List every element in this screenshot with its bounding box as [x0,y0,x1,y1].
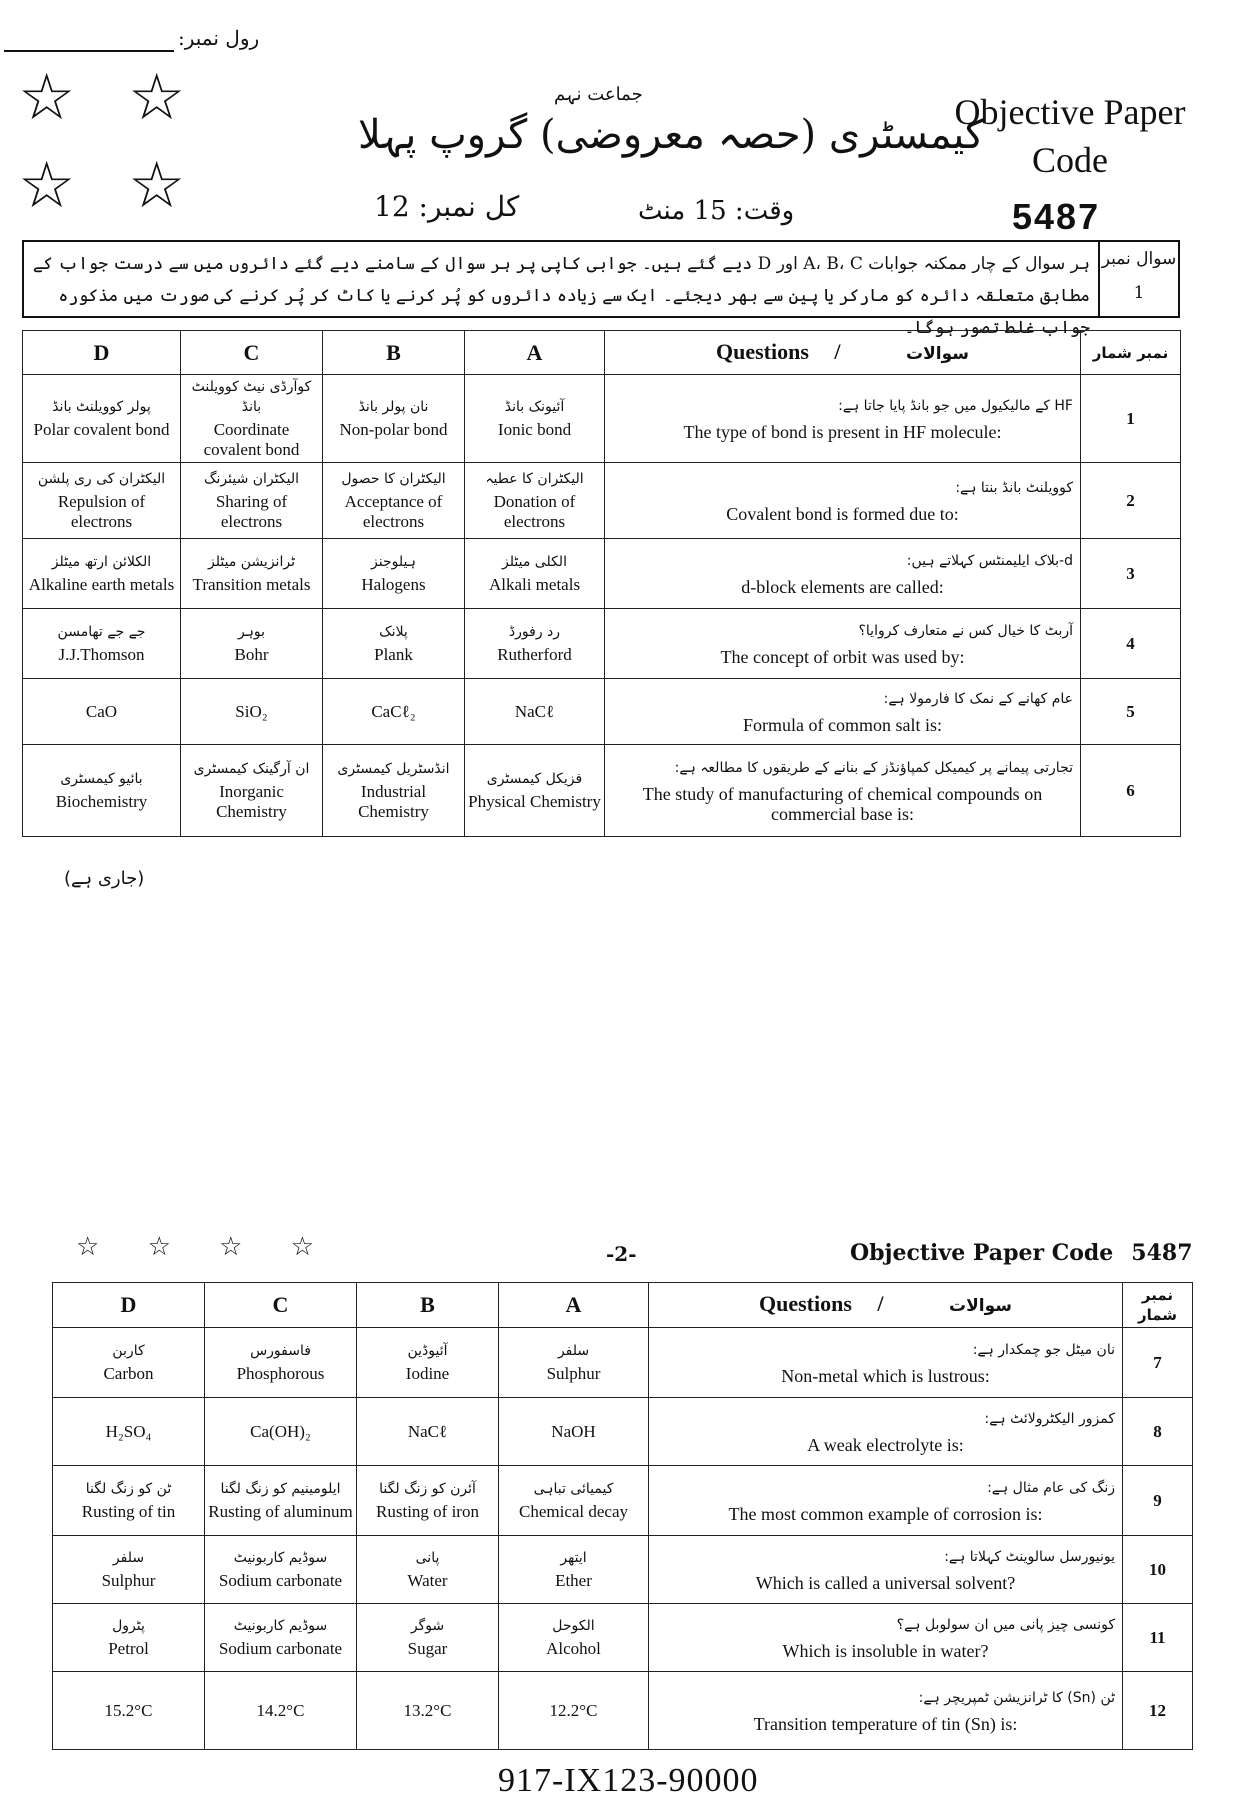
question-urdu: زنگ کی عام مثال ہے: [987,1479,1115,1496]
question-cell [605,375,1081,463]
option-d-cell [53,1466,205,1536]
question-row [53,1604,1193,1672]
option-a-cell [499,1328,649,1398]
option-d-urdu: پٹرول [112,1618,145,1634]
option-b-cell [323,609,465,679]
question-row [53,1328,1193,1398]
option-c-urdu: ایلومینیم کو زنگ لگنا [220,1481,341,1497]
option-b-urdu: الیکٹران کا حصول [341,471,446,487]
option-b-cell [357,1328,499,1398]
question-urdu: عام کھانے کے نمک کا فارمولا ہے: [883,690,1073,707]
option-d-cell [53,1672,205,1750]
header-option-b: B [357,1283,499,1328]
option-b-cell [357,1536,499,1604]
option-b-english: 13.2°C [403,1700,452,1720]
page2-code-value: 5487 [1131,1240,1193,1266]
question-number: 10 [1123,1536,1193,1604]
option-c-english: Sharing of electrons [215,492,288,531]
option-b-cell [323,375,465,463]
option-a-cell [499,1536,649,1604]
header-option-c: C [181,331,323,375]
question-urdu: HF کے مالیکیول میں جو بانڈ پایا جاتا ہے: [838,397,1073,414]
option-c-urdu: سوڈیم کاربونیٹ [233,1618,328,1634]
option-b-english: Industrial Chemistry [358,782,429,821]
question-row [53,1536,1193,1604]
option-d-english: Biochemistry [55,792,148,811]
question-cell [649,1466,1123,1536]
option-b-english: Sugar [407,1639,448,1658]
header-number: نمبر شمار [1081,331,1181,375]
question-number: 6 [1081,745,1181,837]
question-english: A weak electrolyte is: [807,1434,964,1455]
question-urdu: d-بلاک ایلیمنٹس کہلاتے ہیں: [906,552,1073,569]
header-questions [649,1283,1123,1328]
question-number: 5 [1081,679,1181,745]
option-d-cell [23,679,181,745]
option-d-cell [23,539,181,609]
option-b-cell [357,1398,499,1466]
header-option-d: D [53,1283,205,1328]
option-b-cell [323,745,465,837]
option-b-english: Water [407,1571,448,1590]
option-a-urdu: فزیکل کیمسٹری [486,771,583,787]
question-row [53,1672,1193,1750]
option-c-english: Transition metals [192,575,311,594]
question-cell [649,1536,1123,1604]
option-b-english: Plank [374,645,413,664]
option-b-english: Acceptance of electrons [344,492,443,531]
option-d-english: CaO [85,701,118,721]
option-c-english: Ca(OH)₂ [250,1421,311,1441]
question-row [53,1466,1193,1536]
questions-table-page1 [22,330,1181,837]
option-a-cell [465,539,605,609]
continued-label: (جاری ہے) [64,868,145,889]
question-cell [649,1604,1123,1672]
option-d-cell [23,745,181,837]
option-d-urdu: ٹن کو زنگ لگنا [85,1481,172,1497]
roll-number-label: رول نمبر: [178,26,260,50]
question-english: The most common example of corrosion is: [728,1503,1043,1524]
option-b-english: Iodine [405,1364,450,1383]
question-number: 1 [1081,375,1181,463]
option-b-english: Rusting of iron [376,1502,479,1521]
question-cell [605,679,1081,745]
option-a-urdu: آئیونک بانڈ [504,399,565,415]
question-row [23,539,1181,609]
option-d-urdu: جے جے تھامسن [57,624,146,640]
questions-table-page2 [52,1282,1193,1750]
option-c-english: Bohr [234,645,269,664]
option-d-english: 15.2°C [104,1700,153,1720]
option-a-urdu: الکلی میٹلز [502,554,567,570]
question-row [53,1398,1193,1466]
page-number: -2- [606,1242,637,1266]
question-english: The type of bond is present in HF molecule: [683,421,1002,442]
question-number: 3 [1081,539,1181,609]
option-c-urdu: کوآرڈی نیٹ کوویلنٹ بانڈ [191,379,312,415]
header-number: نمبر شمار [1123,1283,1193,1328]
footer-code: 917-IX123-90000 [498,1762,759,1799]
question-cell [649,1672,1123,1750]
option-d-cell [23,375,181,463]
option-d-urdu: الیکٹران کی ری پلشن [37,471,166,487]
question-english: Non-metal which is lustrous: [781,1365,990,1386]
option-d-cell [23,463,181,539]
class-label: جماعت نہم [554,84,643,105]
total-marks: کل نمبر: 12 [374,190,520,223]
header-questions-ur: سوالات [906,343,969,364]
option-c-cell [181,745,323,837]
option-a-english: NaCℓ [514,701,555,721]
option-c-english: SiO₂ [235,701,268,721]
question-urdu: آربٹ کا خیال کس نے متعارف کروایا؟ [858,622,1073,639]
question-cell [649,1398,1123,1466]
question-english: Formula of common salt is: [743,714,942,735]
roll-number-line [4,50,174,52]
question-english: Transition temperature of tin (Sn) is: [753,1713,1018,1734]
option-c-urdu: الیکٹران شیئرنگ [203,471,299,487]
header-questions-en: Questions [716,338,809,364]
option-b-english: NaCℓ [407,1421,448,1441]
option-b-urdu: آئرن کو زنگ لگنا [379,1481,476,1497]
option-b-english: Non-polar bond [339,420,448,439]
question-row [23,609,1181,679]
question-number: 8 [1123,1398,1193,1466]
option-c-urdu: سوڈیم کاربونیٹ [233,1550,328,1566]
option-a-english: Physical Chemistry [468,792,601,811]
question-number-label: سوال نمبر [1101,249,1177,269]
option-c-cell [205,1398,357,1466]
option-d-urdu: کاربن [112,1343,145,1359]
question-number: 2 [1081,463,1181,539]
paper-title-line1: Objective Paper [954,92,1186,132]
option-c-english: Sodium carbonate [218,1639,343,1658]
question-number: 7 [1123,1328,1193,1398]
instructions-question-number [1098,242,1178,316]
option-d-cell [53,1536,205,1604]
option-a-english: Alkali metals [488,575,581,594]
option-b-english: Halogens [361,575,426,594]
option-d-english: Petrol [108,1639,149,1658]
option-d-cell [53,1604,205,1672]
question-number-value: 1 [1133,283,1145,303]
option-c-cell [205,1328,357,1398]
header-option-c: C [205,1283,357,1328]
option-a-english: Rutherford [497,645,572,664]
header-option-b: B [323,331,465,375]
question-english: The study of manufacturing of chemical compounds on commercial base is: [642,783,1043,824]
option-a-cell [499,1604,649,1672]
header-option-a: A [465,331,605,375]
option-a-english: Sulphur [546,1364,601,1383]
option-a-urdu: سلفر [557,1343,590,1359]
option-d-english: Alkaline earth metals [28,575,175,594]
option-c-english: Sodium carbonate [218,1571,343,1590]
option-d-english: Rusting of tin [81,1502,176,1521]
option-a-cell [465,745,605,837]
question-cell [605,609,1081,679]
question-cell [649,1328,1123,1398]
time-allowed: وقت: 15 منٹ [638,196,795,226]
option-d-english: H₂SO₄ [105,1421,152,1441]
instructions-box [22,240,1180,338]
option-b-urdu: نان پولر بانڈ [358,399,429,415]
subject-title: کیمسٹری (حصہ معروضی) گروپ پہلا [358,112,985,158]
star-icon: ☆ [128,149,186,223]
option-c-urdu: بوہر [237,624,266,640]
option-a-english: Ether [555,1571,592,1590]
option-b-urdu: شوگر [410,1618,445,1634]
option-c-cell [205,1604,357,1672]
option-c-cell [181,375,323,463]
option-d-cell [53,1328,205,1398]
header-slash: / [877,1291,884,1316]
option-c-cell [205,1536,357,1604]
header-questions-en: Questions [759,1291,852,1316]
option-a-urdu: رد رفورڈ [508,624,561,640]
page2-paper-code [850,1240,1193,1266]
option-c-english: 14.2°C [256,1700,305,1720]
option-a-cell [465,609,605,679]
question-row [23,745,1181,837]
option-b-cell [323,463,465,539]
question-english: Which is called a universal solvent? [755,1572,1016,1593]
option-d-urdu: پولر کوویلنٹ بانڈ [52,399,151,415]
instructions-text: ہر سوال کے چار ممکنہ جوابات A، B، C اور D دیے گئے ہیں۔ جوابی کاپی پر ہر سوال کے سامنے دیے گئے دائروں میں سے درست جواب کے مطابق متعلقہ دائرہ کو مارکر یا پین سے بھر دیجئے۔ ایک سے زیادہ دائروں کو پُر کرنے یا کاٹ کر پُر کرنے کی صورت میں مذکورہ جواب غلط تصور ہوگا۔ [32,254,1090,338]
option-c-cell [181,609,323,679]
option-a-cell [465,375,605,463]
option-b-cell [357,1604,499,1672]
option-b-urdu: ہیلوجنز [371,554,416,570]
option-c-urdu: ان آرگینک کیمسٹری [193,761,310,777]
option-c-cell [205,1466,357,1536]
option-d-urdu: بائیو کیمسٹری [60,771,143,787]
option-a-urdu: الیکٹران کا عطیہ [485,471,584,487]
question-urdu: نان میٹل جو چمکدار ہے: [972,1341,1115,1358]
option-d-english: Repulsion of electrons [57,492,146,531]
question-row [23,463,1181,539]
option-a-cell [465,679,605,745]
question-urdu: یونیورسل سالوینٹ کہلاتا ہے: [944,1548,1115,1565]
option-b-urdu: انڈسٹریل کیمسٹری [337,761,450,777]
option-c-cell [181,539,323,609]
table-header-row [53,1283,1193,1328]
option-c-urdu: ٹرانزیشن میٹلز [208,554,295,570]
page2-stars: ☆ ☆ ☆ ☆ [76,1232,335,1262]
question-cell [605,745,1081,837]
option-a-urdu: ایتھر [560,1550,587,1566]
option-b-urdu: آئیوڈین [407,1343,448,1359]
option-b-cell [323,539,465,609]
question-english: The concept of orbit was used by: [720,646,965,667]
option-c-english: Inorganic Chemistry [216,782,287,821]
option-a-cell [499,1672,649,1750]
option-c-cell [181,463,323,539]
paper-code: 5487 [1012,196,1101,237]
option-a-english: Chemical decay [518,1502,629,1521]
option-a-urdu: کیمیائی تباہی [533,1481,614,1497]
option-d-urdu: الکلائن ارتھ میٹلز [51,554,152,570]
question-number: 11 [1123,1604,1193,1672]
header-option-d: D [23,331,181,375]
question-urdu: ٹن (Sn) کا ٹرانزیشن ٹمپریچر ہے: [918,1689,1115,1706]
option-b-urdu: پانی [415,1550,440,1566]
question-row [23,375,1181,463]
option-c-english: Rusting of aluminum [208,1502,353,1521]
option-d-english: Carbon [103,1364,154,1383]
question-urdu: کوویلنٹ بانڈ بنتا ہے: [955,479,1073,496]
option-c-cell [205,1672,357,1750]
option-d-cell [23,609,181,679]
option-a-english: NaOH [551,1421,596,1441]
option-d-english: Sulphur [101,1571,156,1590]
question-english: Covalent bond is formed due to: [726,503,959,524]
header-questions [605,331,1081,375]
option-a-english: Ionic bond [497,420,572,439]
question-cell [605,463,1081,539]
option-d-cell [53,1398,205,1466]
option-c-cell [181,679,323,745]
question-urdu: تجارتی پیمانے پر کیمیکل کمپاؤنڈز کے بنانے کے طریقوں کا مطالعہ ہے: [674,759,1073,776]
question-urdu: کمزور الیکٹرولائٹ ہے: [984,1410,1115,1427]
option-b-cell [357,1672,499,1750]
question-number: 4 [1081,609,1181,679]
question-urdu: کونسی چیز پانی میں ان سولوبل ہے؟ [896,1616,1115,1633]
option-d-english: Polar covalent bond [33,420,170,439]
page2-paper-label: Objective Paper Code [850,1240,1114,1266]
option-a-english: Donation of electrons [493,492,576,531]
question-cell [605,539,1081,609]
question-number: 9 [1123,1466,1193,1536]
table-header-row [23,331,1181,375]
paper-title [930,88,1210,184]
option-b-english: CaCℓ₂ [371,701,416,721]
question-number: 12 [1123,1672,1193,1750]
header-slash: / [834,338,841,364]
option-c-english: Phosphorous [236,1364,325,1383]
star-icon: ☆ [18,61,76,135]
question-english: d-block elements are called: [741,576,944,597]
question-row [23,679,1181,745]
star-icon: ☆ [128,61,186,135]
question-english: Which is insoluble in water? [782,1640,989,1661]
option-a-english: Alcohol [546,1639,601,1658]
option-b-urdu: پلانک [379,624,408,640]
option-a-urdu: الکوحل [552,1618,595,1634]
star-icon: ☆ [18,149,76,223]
option-c-english: Coordinate covalent bond [203,420,300,459]
header-questions-ur: سوالات [949,1296,1012,1316]
option-c-urdu: فاسفورس [250,1343,311,1359]
option-a-cell [465,463,605,539]
option-d-english: J.J.Thomson [58,645,145,664]
option-a-english: 12.2°C [549,1700,598,1720]
option-b-cell [357,1466,499,1536]
paper-title-line2: Code [1032,140,1108,180]
header-option-a: A [499,1283,649,1328]
option-b-cell [323,679,465,745]
option-d-urdu: سلفر [112,1550,145,1566]
option-a-cell [499,1466,649,1536]
option-a-cell [499,1398,649,1466]
